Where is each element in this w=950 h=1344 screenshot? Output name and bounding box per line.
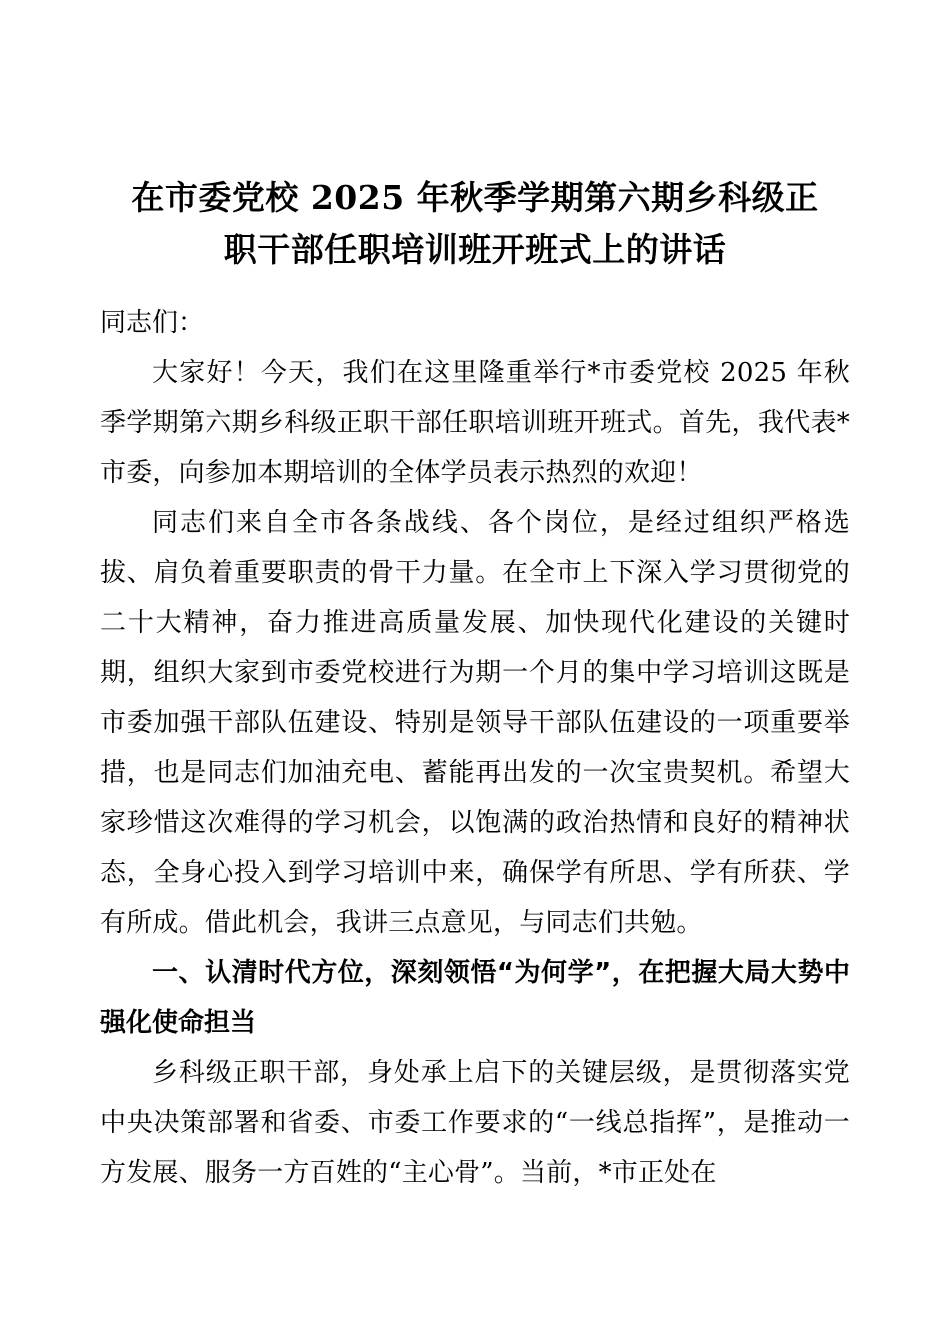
document-body	[100, 0, 850, 1198]
title-line-1: 在市委党校 2025 年秋季学期第六期乡科级正	[131, 178, 819, 217]
section-1-paragraph-1: 乡科级正职干部，身处承上启下的关键层级，是贯彻落实党中央决策部署和省委、市委工作要求的“一线总指挥”，是推动一方发展、服务一方百姓的“主心骨”。当前，*市正处在	[100, 1058, 850, 1188]
title-line-2: 职干部任职培训班开班式上的讲话	[223, 230, 727, 269]
section-heading-1: 一、认清时代方位，深刻领悟“为何学”，在把握大局大势中强化使命担当	[100, 958, 850, 1038]
page-title	[100, 0, 850, 276]
body-paragraph-1: 大家好！今天，我们在这里隆重举行*市委党校 2025 年秋季学期第六期乡科级正职干部任职培训班开班式。首先，我代表*市委，向参加本期培训的全体学员表示热烈的欢迎！	[100, 358, 850, 488]
body-paragraph-2: 同志们来自全市各条战线、各个岗位，是经过组织严格选拔、肩负着重要职责的骨干力量。在全市上下深入学习贯彻党的二十大精神，奋力推进高质量发展、加快现代化建设的关键时期，组织大家到市委党校进行为期一个月的集中学习培训这既是市委加强干部队伍建设、特别是领导干部队伍建设的一项重要举措，也是同志们加油充电、蓄能再出发的一次宝贵契机。希望大家珍惜这次难得的学习机会，以饱满的政治热情和良好的精神状态，全身心投入到学习培训中来，确保学有所思、学有所获、学有所成。借此机会，我讲三点意见，与同志们共勉。	[100, 508, 850, 938]
salutation: 同志们：	[100, 308, 205, 338]
